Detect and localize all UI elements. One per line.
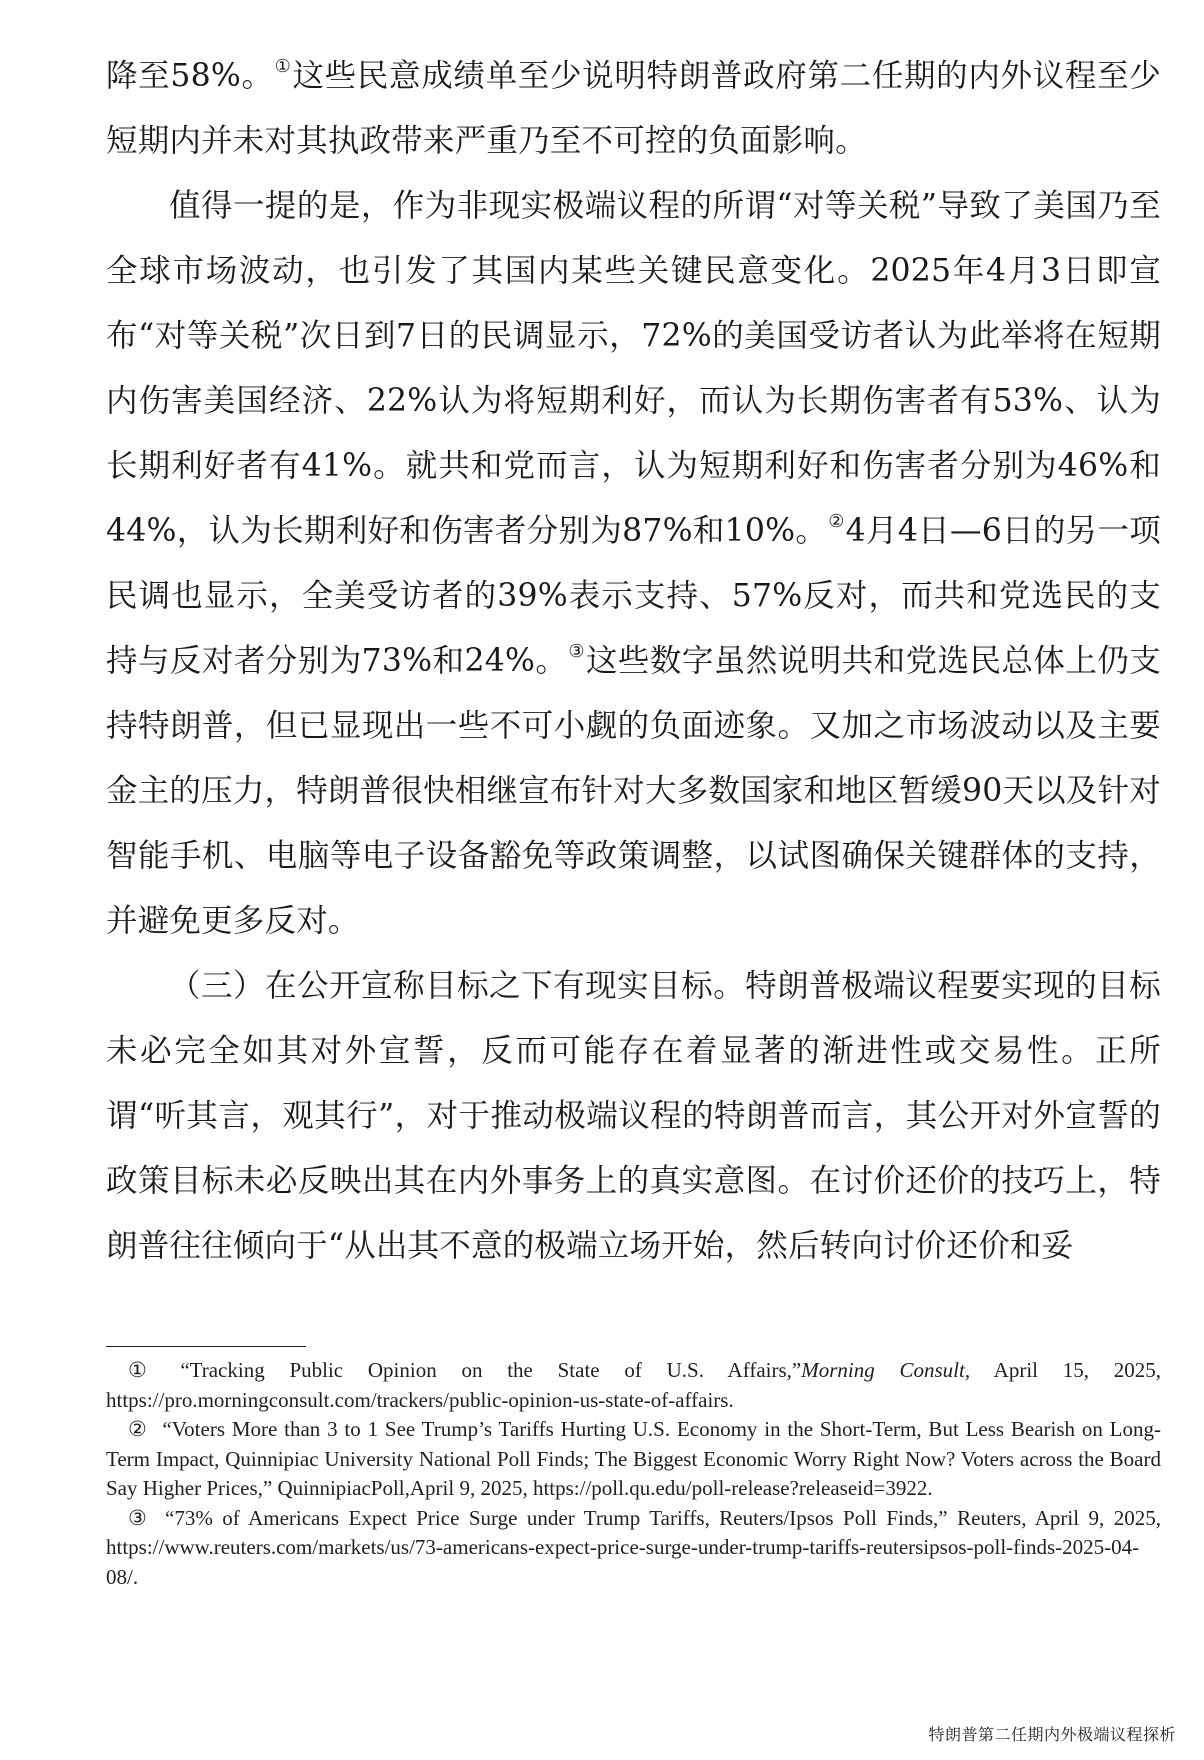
paragraph-section-three: （三）在公开宣称目标之下有现实目标。特朗普极端议程要实现的目标未必完全如其对外宣誓，反而可能存在着显著的渐进性或交易性。正所谓“听其言，观其行”，对于推动极端议程的特朗普而言，其公开对外宣誓的政策目标未必反映出其在内外事务上的真实意图。在讨价还价的技巧上，特朗普往往倾向于“从出其不意的极端立场开始，然后转向讨价还价和妥 xyxy=(106,968,1161,1264)
source-title: Morning Consult xyxy=(801,1358,965,1382)
footnote-separator xyxy=(106,1346,306,1347)
footnote-2: ② “Voters More than 3 to 1 See Trump’s Tariffs Hurting U.S. Economy in the Short-Term, But Less Bearish on Long-Term Impact, Quinnipiac University National Poll Finds; The Biggest Economic Worry Right Now? Voters across the Board Say Higher Prices,” QuinnipiacPoll,April 9, 2025, https://poll.qu.edu/poll-release?releaseid=3922. xyxy=(106,1417,1162,1500)
body-text xyxy=(106,44,1161,1279)
footnote-ref-3[interactable]: ③ xyxy=(568,641,585,662)
footnote-1: ① “Tracking Public Opinion on the State of U.S. Affairs,”Morning Consult, April 15, 2025, https://pro.morningconsult.com/trackers/public-opinion-us-state-of-affairs. xyxy=(106,1358,1162,1412)
footnote-3: ③ “73% of Americans Expect Price Surge under Trump Tariffs, Reuters/Ipsos Poll Finds,” Reuters, April 9, 2025, https://www.reuters.com/markets/us/73-americans-expect-price-surge-under-trump-tariffs-reutersipsos-poll-finds-2025-04-08/. xyxy=(106,1505,1161,1589)
running-footer: 特朗普第二任期内外极端议程探析 xyxy=(928,1725,1176,1744)
footnote-mark-1: ① xyxy=(128,1358,167,1382)
footnote-ref-2[interactable]: ② xyxy=(828,511,845,532)
paragraph-continuation: 降至58%。①这些民意成绩单至少说明特朗普政府第二任期的内外议程至少短期内并未对其执政带来严重乃至不可控的负面影响。 xyxy=(106,56,1161,159)
footnote-mark-3: ③ xyxy=(128,1505,152,1530)
paragraph-tariff-polls: 值得一提的是，作为非现实极端议程的所谓“对等关税”导致了美国乃至全球市场波动，也引发了其国内某些关键民意变化。2025年4月3日即宣布“对等关税”次日到7日的民调显示，72%的美国受访者认为此举将在短期内伤害美国经济、22%认为将短期利好，而认为长期伤害者有53%、认为长期利好者有41%。就共和党而言，认为短期利好和伤害者分别为46%和44%，认为长期利好和伤害者分别为87%和10%。②4月4日—6日的另一项民调也显示，全美受访者的39%表示支持、57%反对，而共和党选民的支持与反对者分别为73%和24%。③这些数字虽然说明共和党选民总体上仍支持特朗普，但已显现出一些不可小觑的负面迹象。又加之市场波动以及主要金主的压力，特朗普很快相继宣布针对大多数国家和地区暂缓90天以及针对智能手机、电脑等电子设备豁免等政策调整，以试图确保关键群体的支持，并避免更多反对。 xyxy=(106,188,1161,939)
footnote-ref-1[interactable]: ① xyxy=(274,56,292,77)
footnotes xyxy=(106,1356,1161,1592)
footnote-mark-2: ② xyxy=(128,1417,149,1441)
